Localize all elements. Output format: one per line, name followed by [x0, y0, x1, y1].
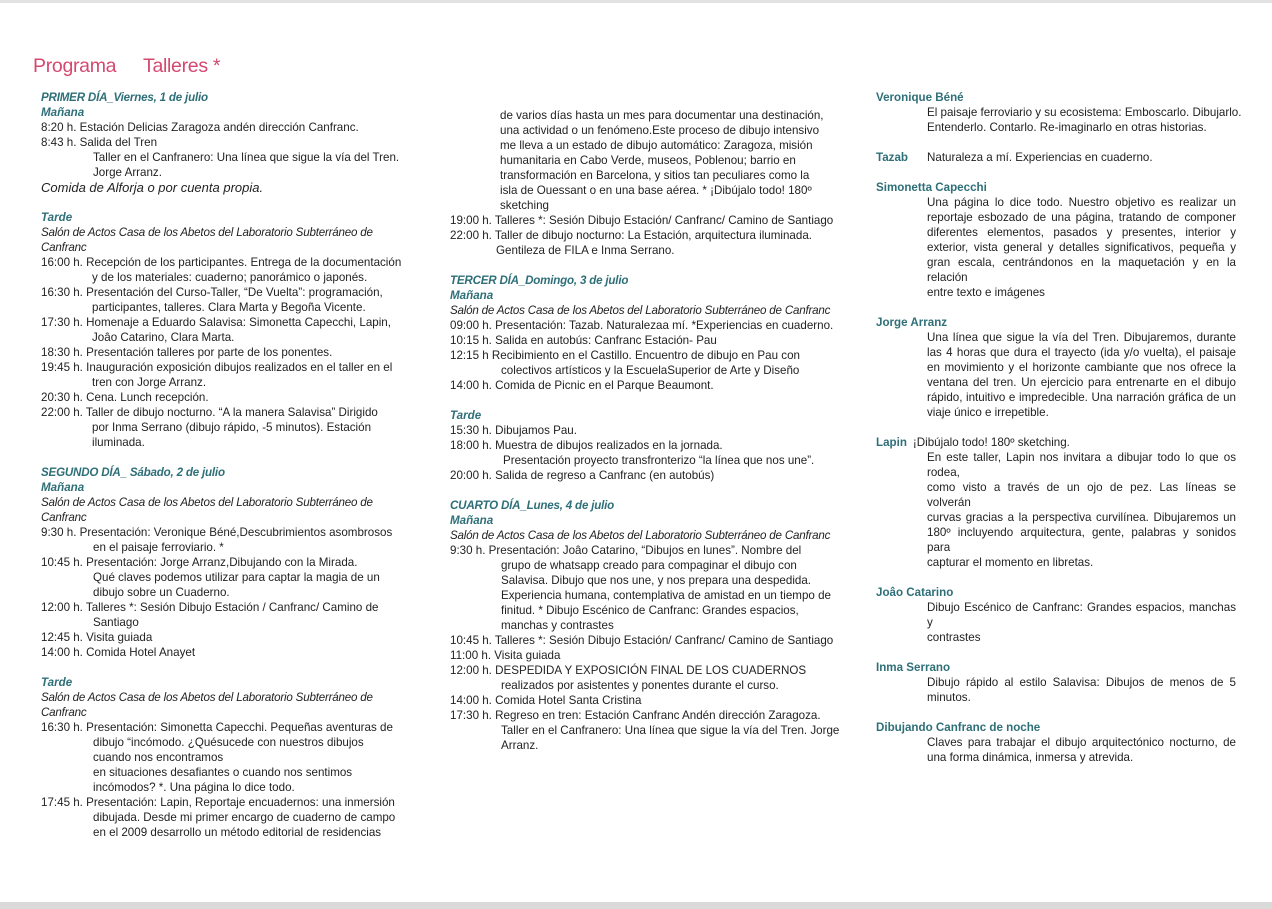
- schedule-line: Jorge Arranz.: [93, 166, 162, 179]
- schedule-line: participantes, talleres. Clara Marta y Begoña Vicente.: [92, 301, 366, 314]
- heading-talleres: Talleres *: [143, 55, 221, 77]
- schedule-line: 10:45 h. Talleres *: Sesión Dibujo Estación/ Canfranc/ Camino de Santiago: [450, 634, 834, 647]
- schedule-line: 16:30 h. Presentación: Simonetta Capecchi. Pequeñas aventuras de: [41, 721, 393, 734]
- column-programa-1: [41, 90, 406, 840]
- schedule-line: 8:43 h. Salida del Tren: [41, 136, 158, 149]
- section-label: Mañana: [450, 514, 494, 527]
- workshop-desc: rápido, intuitivo e impredecible. Una narración gráfica de un: [927, 391, 1236, 404]
- workshop-name: Jorge Arranz: [876, 316, 948, 329]
- schedule-line: incómodos? *. Una página lo dice todo.: [93, 781, 295, 794]
- workshop-desc: 180º incluyendo arquitectura, gente, palabras y sonidos para: [927, 526, 1236, 554]
- workshop-desc: las 4 horas que dura el trayecto (ida y/o vuelta), el paisaje: [927, 346, 1236, 359]
- schedule-line: 19:00 h. Talleres *: Sesión Dibujo Estación/ Canfranc/ Camino de Santiago: [450, 214, 834, 227]
- workshop-desc: El paisaje ferroviario y su ecosistema: Emboscarlo. Dibujarlo.: [927, 106, 1242, 119]
- schedule-line: 15:30 h. Dibujamos Pau.: [450, 424, 577, 437]
- section-label: Tarde: [450, 409, 482, 422]
- workshop-name: Simonetta Capecchi: [876, 181, 987, 194]
- section-label: Tarde: [41, 676, 73, 689]
- schedule-line: Taller en el Canfranero: Una línea que sigue la vía del Tren.: [93, 151, 400, 164]
- schedule-line: Gentileza de FILA e Inma Serrano.: [496, 244, 675, 257]
- workshop-desc: capturar el momento en libretas.: [927, 556, 1094, 569]
- workshop-desc: minutos.: [927, 691, 971, 704]
- workshop-name: Inma Serrano: [876, 661, 951, 674]
- schedule-line: 16:30 h. Presentación del Curso-Taller, “De Vuelta”: programación,: [41, 286, 383, 299]
- schedule-line: 9:30 h. Presentación: Joâo Catarino, “Dibujos en lunes”. Nombre del: [450, 544, 802, 557]
- heading-programa: Programa: [33, 55, 117, 77]
- schedule-line: por Inma Serrano (dibujo rápido, -5 minutos). Estación: [92, 421, 372, 434]
- schedule-line: iluminada.: [92, 436, 145, 449]
- schedule-line: transformación en Barcelona, y sitios tan peculiares como la: [500, 169, 810, 182]
- schedule-line: 14:00 h. Comida Hotel Anayet: [41, 646, 196, 659]
- workshop-name: Dibujando Canfranc de noche: [876, 721, 1041, 734]
- day-title: PRIMER DÍA_Viernes, 1 de julio: [41, 91, 208, 104]
- schedule-line: 09:00 h. Presentación: Tazab. Naturalezaa mí. *Experiencias en cuaderno.: [450, 319, 834, 332]
- section-label: Mañana: [41, 481, 85, 494]
- schedule-line: 19:45 h. Inauguración exposición dibujos realizados en el taller en el: [41, 361, 393, 374]
- schedule-line: 12:15 h Recibimiento en el Castillo. Encuentro de dibujo en Pau con: [450, 349, 800, 362]
- schedule-line: grupo de whatsapp creado para compaginar el dibujo con: [501, 559, 797, 572]
- schedule-line: cuando nos encontramos: [93, 751, 224, 764]
- schedule-note: Comida de Alforja o por cuenta propia.: [41, 180, 264, 195]
- schedule-line: 12:00 h. DESPEDIDA Y EXPOSICIÓN FINAL DE LOS CUADERNOS: [450, 664, 807, 677]
- schedule-line: 16:00 h. Recepción de los participantes. Entrega de la documentación: [41, 256, 402, 269]
- column-programa-2: [450, 108, 840, 753]
- schedule-line: Taller en el Canfranero: Una línea que sigue la vía del Tren. Jorge: [501, 724, 840, 737]
- workshop-desc: curvas gracias a la perspectiva curvilínea. Dibujaremos un: [927, 511, 1236, 524]
- schedule-line: Salavisa. Dibujo que nos une, y nos prepara una despedida.: [501, 574, 812, 587]
- workshop-desc: gran escala, centrándonos en la maquetación y en la relación: [927, 256, 1236, 284]
- location-line: Canfranc: [41, 241, 87, 254]
- schedule-line: isla de Ouessant o en una base aérea. * ¡Dibújalo todo! 180º: [500, 184, 812, 197]
- schedule-line: 10:15 h. Salida en autobús: Canfranc Estación- Pau: [450, 334, 717, 347]
- schedule-line: 17:30 h. Homenaje a Eduardo Salavisa: Simonetta Capecchi, Lapin,: [41, 316, 391, 329]
- workshop-desc: reportaje esbozado de una página, tratando de componer: [927, 211, 1236, 224]
- workshop-desc: En este taller, Lapin nos invitara a dibujar todo lo que os rodea,: [927, 451, 1236, 479]
- section-label: Mañana: [41, 106, 85, 119]
- schedule-line: finitud. * Dibujo Escénico de Canfranc: Grandes espacios,: [501, 604, 799, 617]
- workshop-desc: Naturaleza a mí. Experiencias en cuaderno.: [927, 151, 1153, 164]
- schedule-line: dibujada. Desde mi primer encargo de cuaderno de campo: [93, 811, 396, 824]
- schedule-line: 10:45 h. Presentación: Jorge Arranz,Dibujando con la Mirada.: [41, 556, 358, 569]
- workshop-desc: viaje único e irrepetible.: [927, 406, 1049, 419]
- workshop-desc: en movimiento y el horizonte cambiante que nos ofrece la: [927, 361, 1236, 374]
- schedule-line: en el paisaje ferroviario. *: [93, 541, 224, 554]
- schedule-line: Joâo Catarino, Clara Marta.: [92, 331, 235, 344]
- workshop-desc: ¡Dibújalo todo! 180º sketching.: [912, 436, 1070, 449]
- schedule-line: 12:45 h. Visita guiada: [41, 631, 153, 644]
- schedule-line: Experiencia humana, contemplativa de amistad en un tiempo de: [501, 589, 831, 602]
- workshop-name: Joâo Catarino: [876, 586, 954, 599]
- workshop-desc: Dibujo Escénico de Canfranc: Grandes espacios, manchas y: [927, 601, 1236, 629]
- section-label: Tarde: [41, 211, 73, 224]
- schedule-line: 8:20 h. Estación Delicias Zaragoza andén dirección Canfranc.: [41, 121, 359, 134]
- schedule-line: 22:00 h. Taller de dibujo nocturno: La Estación, arquitectura iluminada.: [450, 229, 812, 242]
- workshop-name: Lapin: [876, 436, 907, 449]
- schedule-line: 14:00 h. Comida Hotel Santa Cristina: [450, 694, 642, 707]
- schedule-line: una actividad o un fenómeno.Este proceso de dibujo intensivo: [500, 124, 820, 137]
- schedule-line: dibujo “incómodo. ¿Quésucede con nuestros dibujos: [93, 736, 364, 749]
- schedule-line: y de los materiales: cuaderno; panorámico o japonés.: [92, 271, 368, 284]
- schedule-line: me lleva a un estado de dibujo automático: Zaragoza, misión: [500, 139, 813, 152]
- bottom-border: [0, 902, 1272, 909]
- workshop-name: Tazab: [876, 151, 908, 164]
- day-title: TERCER DÍA_Domingo, 3 de julio: [450, 274, 629, 287]
- schedule-line: de varios días hasta un mes para documentar una destinación,: [500, 109, 824, 122]
- schedule-line: 14:00 h. Comida de Picnic en el Parque Beaumont.: [450, 379, 714, 392]
- workshop-desc: exterior, vista general y detalles significativos, pequeña y: [927, 241, 1236, 254]
- schedule-line: 17:30 h. Regreso en tren: Estación Canfranc Andén dirección Zaragoza.: [450, 709, 821, 722]
- schedule-line: tren con Jorge Arranz.: [92, 376, 207, 389]
- schedule-line: sketching: [500, 199, 549, 212]
- location-line: Salón de Actos Casa de los Abetos del Laboratorio Subterráneo de Canfranc: [450, 304, 831, 317]
- location-line: Canfranc: [41, 706, 87, 719]
- location-line: Salón de Actos Casa de los Abetos del Laboratorio Subterráneo de: [41, 496, 373, 509]
- schedule-line: manchas y contrastes: [501, 619, 614, 632]
- workshop-desc: Una línea que sigue la vía del Tren. Dibujaremos, durante: [927, 331, 1236, 344]
- workshop-desc: ventana del tren. Un ejercicio para entrenarte en el dibujo: [927, 376, 1236, 389]
- workshop-desc: diferentes elementos, pasados y presentes, interior y: [927, 226, 1236, 239]
- day-title: CUARTO DÍA_Lunes, 4 de julio: [450, 499, 615, 512]
- workshop-desc: Entenderlo. Contarlo. Re-imaginarlo en otras historias.: [927, 121, 1207, 134]
- schedule-line: colectivos artísticos y la EscuelaSuperior de Arte y Diseño: [501, 364, 800, 377]
- schedule-line: Qué claves podemos utilizar para captar la magia de un: [93, 571, 380, 584]
- schedule-line: realizados por asistentes y ponentes durante el curso.: [501, 679, 779, 692]
- schedule-line: 9:30 h. Presentación: Veronique Béné,Descubrimientos asombrosos: [41, 526, 393, 539]
- workshop-desc: Dibujo rápido al estilo Salavisa: Dibujos de menos de 5: [927, 676, 1236, 689]
- workshop-desc: como visto a través de un ojo de pez. Las líneas se volverán: [927, 481, 1236, 509]
- schedule-line: en el 2009 desarrollo un método editorial de residencias: [93, 826, 382, 839]
- workshop-desc: Una página lo dice todo. Nuestro objetivo es realizar un: [927, 196, 1236, 209]
- schedule-line: humanitaria en Cabo Verde, museos, Poblenou; barrio en: [500, 154, 796, 167]
- column-talleres: [876, 90, 1242, 765]
- top-border: [0, 0, 1272, 3]
- location-line: Canfranc: [41, 511, 87, 524]
- schedule-line: 18:00 h. Muestra de dibujos realizados en la jornada.: [450, 439, 723, 452]
- schedule-line: 20:30 h. Cena. Lunch recepción.: [41, 391, 209, 404]
- schedule-line: Presentación proyecto transfronterizo “la línea que nos une”.: [503, 454, 815, 467]
- schedule-line: Arranz.: [501, 739, 539, 752]
- schedule-line: 11:00 h. Visita guiada: [450, 649, 561, 662]
- workshop-name: Veronique Béné: [876, 91, 964, 104]
- workshop-desc: entre texto e imágenes: [927, 286, 1045, 299]
- location-line: Salón de Actos Casa de los Abetos del Laboratorio Subterráneo de: [41, 226, 373, 239]
- workshop-desc: una forma dinámica, inmersa y atrevida.: [927, 751, 1134, 764]
- schedule-line: 12:00 h. Talleres *: Sesión Dibujo Estación / Canfranc/ Camino de: [41, 601, 379, 614]
- location-line: Salón de Actos Casa de los Abetos del Laboratorio Subterráneo de: [41, 691, 373, 704]
- location-line: Salón de Actos Casa de los Abetos del Laboratorio Subterráneo de Canfranc: [450, 529, 831, 542]
- schedule-line: 17:45 h. Presentación: Lapin, Reportaje encuadernos: una inmersión: [41, 796, 395, 809]
- workshop-desc: contrastes: [927, 631, 981, 644]
- schedule-line: 20:00 h. Salida de regreso a Canfranc (en autobús): [450, 469, 715, 482]
- day-title: SEGUNDO DÍA_ Sábado, 2 de julio: [41, 466, 225, 479]
- schedule-line: 22:00 h. Taller de dibujo nocturno. “A la manera Salavisa” Dirigido: [41, 406, 378, 419]
- schedule-line: en situaciones desafiantes o cuando nos sentimos: [93, 766, 353, 779]
- schedule-line: dibujo sobre un Cuaderno.: [93, 586, 230, 599]
- schedule-line: Santiago: [93, 616, 139, 629]
- schedule-line: 18:30 h. Presentación talleres por parte de los ponentes.: [41, 346, 333, 359]
- workshop-desc: Claves para trabajar el dibujo arquitectónico nocturno, de: [927, 736, 1236, 749]
- section-label: Mañana: [450, 289, 494, 302]
